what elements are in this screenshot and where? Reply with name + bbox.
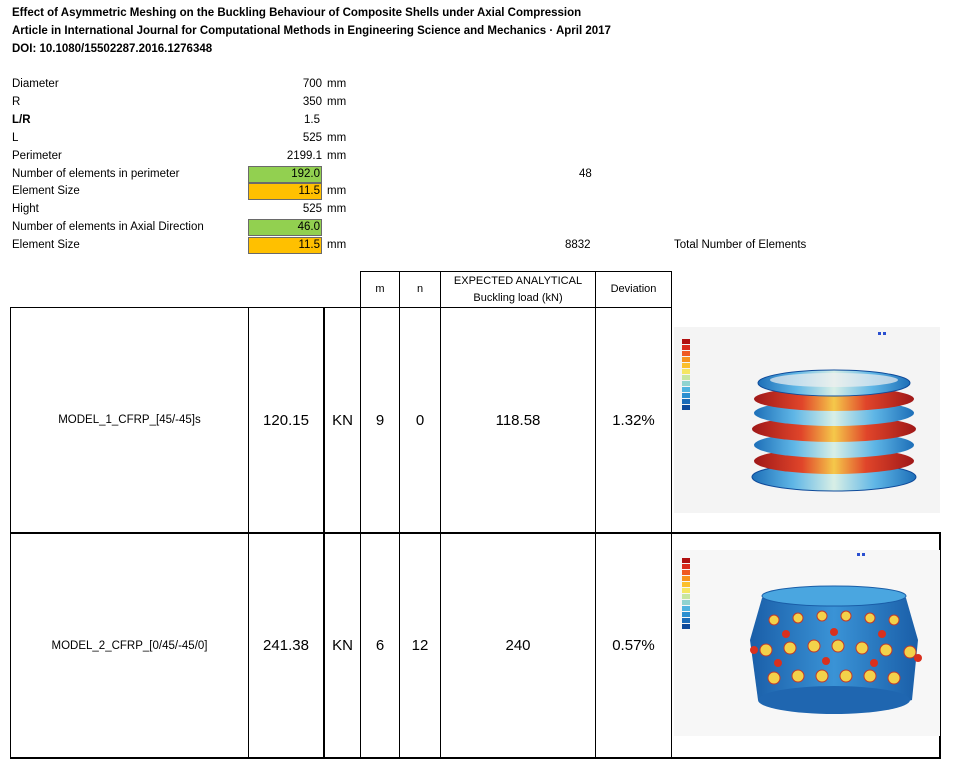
param-value-perimeter: 2199.1 (286, 150, 322, 162)
param-unit-perimeter: mm (327, 150, 347, 162)
input-element-size-perimeter[interactable]: 11.5 (248, 183, 322, 200)
input-elements-perimeter[interactable]: 192.0 (248, 166, 322, 183)
param-unit-diameter: mm (327, 78, 347, 90)
paper-title: Effect of Asymmetric Meshing on the Buckling Behaviour of Composite Shells under Axial Compression (12, 7, 582, 19)
param-label-element-size-axial: Element Size (12, 239, 80, 251)
param-unit-element-size: mm (327, 185, 347, 197)
row1-m: 9 (375, 411, 385, 429)
param-label-height: Hight (12, 203, 39, 215)
param-unit-l: mm (327, 132, 347, 144)
colorbar-legend (682, 558, 690, 629)
buckling-mode-image-model-2 (674, 550, 940, 736)
row1-deviation: 1.32% (612, 411, 655, 429)
row2-m: 6 (375, 637, 385, 654)
table-border (10, 757, 940, 759)
doi-line: DOI: 10.1080/15502287.2016.1276348 (12, 43, 213, 55)
row2-deviation: 0.57% (612, 637, 655, 654)
buckling-mode-image-model-1 (674, 327, 940, 513)
row1-n: 0 (415, 411, 425, 429)
total-elements-value: 8832 (565, 239, 591, 251)
header-expected-line1: EXPECTED ANALYTICAL (453, 274, 583, 287)
row1-model: MODEL_1_CFRP_[45/-45]s (58, 414, 201, 426)
param-label-l: L (12, 132, 19, 144)
header-deviation: Deviation (610, 283, 657, 295)
param-value-diameter: 700 (302, 78, 322, 90)
header-m: m (375, 283, 385, 295)
total-elements-label: Total Number of Elements (674, 239, 807, 251)
param-label-elements-perimeter: Number of elements in perimeter (12, 168, 180, 180)
row2-unit: KN (332, 637, 353, 654)
header-expected (441, 272, 595, 307)
param-unit-r: mm (327, 96, 347, 108)
param-label-l-over-r: L/R (12, 114, 31, 126)
header-n: n (416, 283, 424, 295)
param-value-l: 525 (302, 132, 322, 144)
param-label-element-size: Element Size (12, 185, 80, 197)
param-label-elements-axial: Number of elements in Axial Direction (12, 221, 204, 233)
param-label-perimeter: Perimeter (12, 150, 62, 162)
input-elements-axial[interactable]: 46.0 (248, 219, 322, 236)
param-label-r: R (12, 96, 21, 108)
colorbar-legend (682, 339, 690, 410)
param-label-diameter: Diameter (12, 78, 59, 90)
row2-model: MODEL_2_CFRP_[0/45/-45/0] (51, 639, 208, 652)
article-line: Article in International Journal for Computational Methods in Engineering Science and Mechanics · April 2017 (12, 25, 611, 37)
row2-n: 12 (411, 637, 429, 654)
header-expected-line2: Buckling load (kN) (473, 291, 563, 304)
table-border (671, 271, 672, 759)
param-unit-element-size-axial: mm (327, 239, 347, 251)
row2-expected: 240 (505, 637, 531, 654)
row1-expected: 118.58 (495, 411, 541, 429)
perimeter-count: 48 (579, 168, 592, 180)
row1-load: 120.15 (263, 411, 309, 429)
row1-unit: KN (332, 411, 353, 429)
param-value-height: 525 (302, 203, 322, 215)
param-value-r: 350 (302, 96, 322, 108)
param-unit-height: mm (327, 203, 347, 215)
input-element-size-axial[interactable]: 11.5 (248, 237, 322, 254)
row2-load: 241.38 (263, 637, 309, 654)
